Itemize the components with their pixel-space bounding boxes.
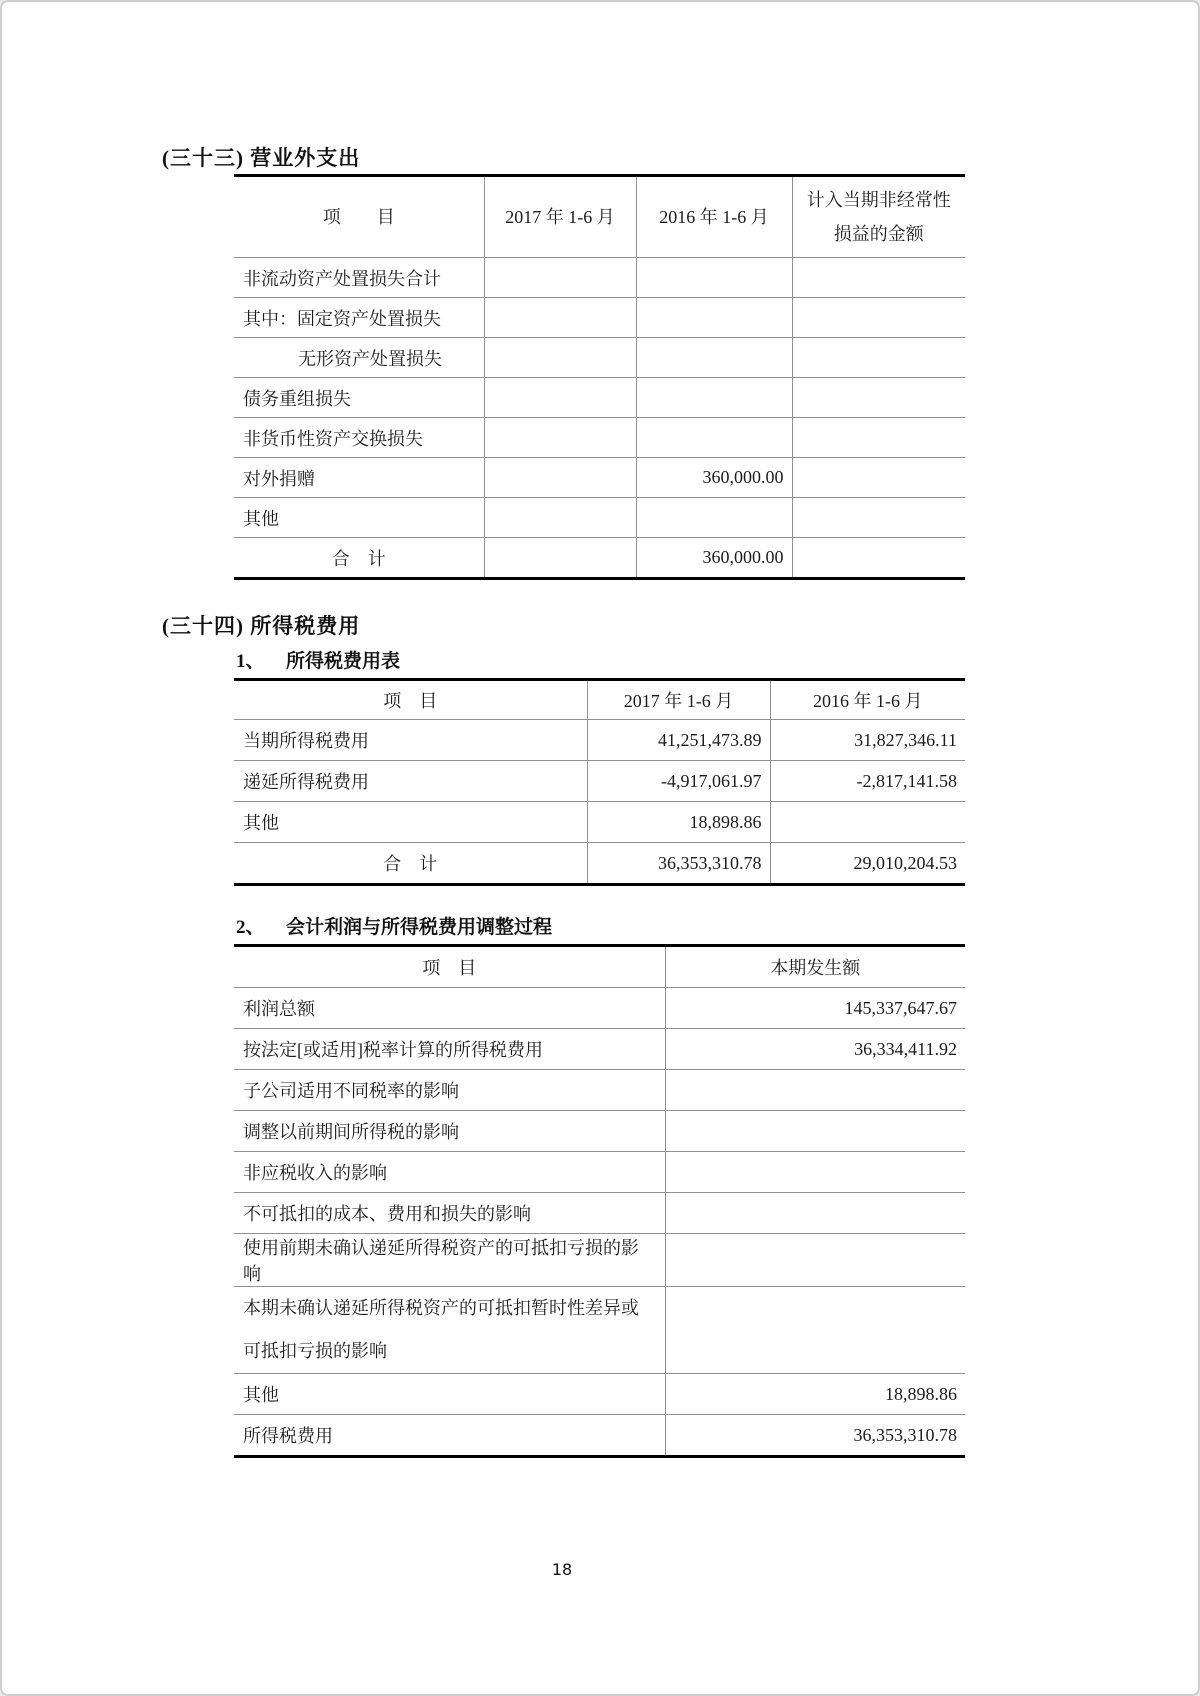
column-header-amount: 本期发生额: [665, 946, 965, 988]
value-2016: [636, 298, 792, 338]
value-nonrecurring: [792, 458, 965, 498]
item-label: 利润总额: [234, 988, 665, 1029]
item-label: 本期未确认递延所得税资产的可抵扣暂时性差异或可抵扣亏损的影响: [234, 1287, 665, 1374]
column-header-item: 项 目: [234, 946, 665, 988]
item-label: 其他: [234, 802, 587, 843]
table-row: [234, 720, 965, 761]
table-row: [234, 298, 965, 338]
value-current-period: 36,334,411.92: [665, 1029, 965, 1070]
value-2016: [636, 378, 792, 418]
subsection-1-heading: [236, 646, 400, 673]
value-current-period: [665, 1111, 965, 1152]
column-header-2016: 2016 年 1-6 月: [636, 176, 792, 258]
item-label: 非流动资产处置损失合计: [234, 258, 484, 298]
item-label: 子公司适用不同税率的影响: [234, 1070, 665, 1111]
column-header-item: 项 目: [234, 680, 587, 720]
item-label: 不可抵扣的成本、费用和损失的影响: [234, 1193, 665, 1234]
tax-reconciliation-table: [234, 944, 965, 1458]
item-label: 对外捐赠: [234, 458, 484, 498]
item-label: 其他: [234, 498, 484, 538]
table-row: [234, 1374, 965, 1415]
value-2016: [770, 802, 965, 843]
value-nonrecurring: [792, 498, 965, 538]
value-2017: [484, 498, 636, 538]
subsection-number: 2、: [236, 917, 265, 938]
value-2017: -4,917,061.97: [587, 761, 770, 802]
column-header-2017: 2017 年 1-6 月: [587, 680, 770, 720]
subsection-2-heading: [236, 912, 552, 939]
value-nonrecurring: [792, 298, 965, 338]
non-operating-expenses-table: [234, 174, 965, 580]
table-total-row: [234, 843, 965, 885]
value-2016: [636, 418, 792, 458]
table-row: [234, 458, 965, 498]
table-total-row: [234, 538, 965, 579]
column-header-item: 项 目: [234, 176, 484, 258]
table-row: [234, 1070, 965, 1111]
value-2016: [636, 338, 792, 378]
page-number: 18: [551, 1560, 573, 1579]
value-2016: [636, 498, 792, 538]
value-2016: 360,000.00: [636, 458, 792, 498]
table-row: [234, 1234, 965, 1287]
table-row: [234, 802, 965, 843]
value-2017: [484, 418, 636, 458]
income-tax-expense-table: [234, 678, 965, 886]
table-row: [234, 1029, 965, 1070]
value-2017: [484, 458, 636, 498]
value-nonrecurring: [792, 258, 965, 298]
table-row: [234, 1287, 965, 1374]
table-row: [234, 418, 965, 458]
item-label: 调整以前期间所得税的影响: [234, 1111, 665, 1152]
value-2016: 31,827,346.11: [770, 720, 965, 761]
table-row: [234, 988, 965, 1029]
table-row: [234, 1193, 965, 1234]
value-2017: [484, 298, 636, 338]
item-label: 非货币性资产交换损失: [234, 418, 484, 458]
total-label: 合 计: [234, 843, 587, 885]
total-label: 合 计: [234, 538, 484, 579]
table-row: [234, 258, 965, 298]
table-header-row: [234, 946, 965, 988]
value-2016: [636, 258, 792, 298]
table-row: [234, 378, 965, 418]
value-current-period: 18,898.86: [665, 1374, 965, 1415]
subsection-number: 1、: [236, 651, 265, 672]
item-label: 按法定[或适用]税率计算的所得税费用: [234, 1029, 665, 1070]
column-header-nonrecurring: 计入当期非经常性 损益的金额: [792, 176, 965, 258]
item-label: 其他: [234, 1374, 665, 1415]
value-nonrecurring: [792, 338, 965, 378]
table-row: [234, 1415, 965, 1457]
table-row: [234, 1111, 965, 1152]
total-nonrecurring: [792, 538, 965, 579]
value-current-period: 36,353,310.78: [665, 1415, 965, 1457]
subsection-title: 会计利润与所得税费用调整过程: [286, 917, 553, 938]
value-nonrecurring: [792, 418, 965, 458]
item-label: 非应税收入的影响: [234, 1152, 665, 1193]
value-2017: [484, 378, 636, 418]
value-current-period: [665, 1070, 965, 1111]
section-34-heading: (三十四) 所得税费用: [162, 614, 361, 638]
value-2016: -2,817,141.58: [770, 761, 965, 802]
value-current-period: [665, 1287, 965, 1374]
item-label: 使用前期未确认递延所得税资产的可抵扣亏损的影响: [234, 1234, 665, 1287]
item-label: 其中：固定资产处置损失: [234, 298, 484, 338]
total-2016: 360,000.00: [636, 538, 792, 579]
table-header-row: [234, 680, 965, 720]
column-header-2017: 2017 年 1-6 月: [484, 176, 636, 258]
total-2017: [484, 538, 636, 579]
item-label: 递延所得税费用: [234, 761, 587, 802]
value-current-period: [665, 1234, 965, 1287]
column-header-2016: 2016 年 1-6 月: [770, 680, 965, 720]
table-row: [234, 338, 965, 378]
subsection-title: 所得税费用表: [286, 651, 401, 672]
section-33-heading: (三十三) 营业外支出: [162, 146, 361, 170]
table-row: [234, 498, 965, 538]
total-2017: 36,353,310.78: [587, 843, 770, 885]
item-label: 债务重组损失: [234, 378, 484, 418]
table-header-row: [234, 176, 965, 258]
value-current-period: 145,337,647.67: [665, 988, 965, 1029]
table-row: [234, 761, 965, 802]
value-2017: 41,251,473.89: [587, 720, 770, 761]
value-current-period: [665, 1193, 965, 1234]
item-label: 所得税费用: [234, 1415, 665, 1457]
value-2017: [484, 338, 636, 378]
table-row: [234, 1152, 965, 1193]
value-nonrecurring: [792, 378, 965, 418]
value-current-period: [665, 1152, 965, 1193]
value-2017: 18,898.86: [587, 802, 770, 843]
total-2016: 29,010,204.53: [770, 843, 965, 885]
item-label: 当期所得税费用: [234, 720, 587, 761]
value-2017: [484, 258, 636, 298]
item-label: 无形资产处置损失: [234, 338, 484, 378]
